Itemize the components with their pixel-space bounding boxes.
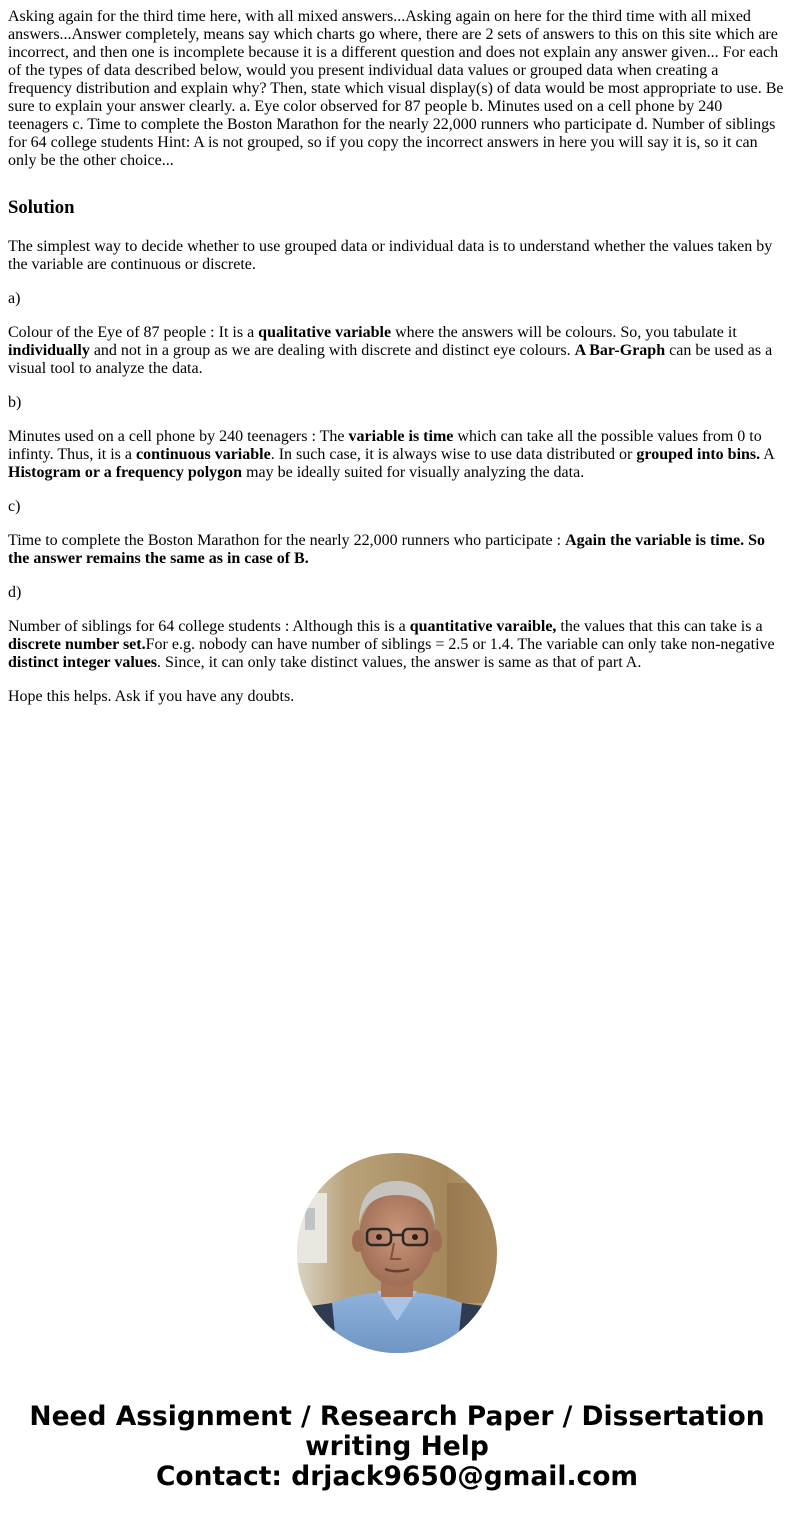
part-d-answer: [8, 618, 786, 672]
part-b-text-5: may be ideally suited for visually analyzing the data.: [242, 464, 585, 481]
contact-email-link[interactable]: drjack9650@gmail.com: [291, 1461, 639, 1492]
part-a-answer: [8, 324, 786, 378]
part-a-bold-1: qualitative variable: [258, 324, 392, 341]
part-b-text-1: Minutes used on a cell phone by 240 teenagers : The: [8, 428, 349, 445]
part-d-bold-3: distinct integer values: [8, 654, 158, 671]
part-b-label: b): [8, 394, 22, 411]
part-d-bold-2: discrete number set.: [8, 636, 146, 653]
promo-headline: Need Assignment / Research Paper / Dissertation writing Help: [29, 1401, 765, 1462]
part-a-label: a): [8, 290, 21, 307]
part-c-bold-1: Again the variable is time. So the answer remains the same as in case of B.: [8, 532, 766, 567]
part-b-text-2: which can take all the possible values from 0 to infinty. Thus, it is a: [8, 428, 762, 463]
promo-banner: [0, 1402, 794, 1492]
part-b-answer: [8, 428, 786, 482]
part-d-text-3: For e.g. nobody can have number of siblings = 2.5 or 1.4. The variable can only take non-negative: [145, 636, 775, 653]
part-d-text-1: Number of siblings for 64 college students : Although this is a: [8, 618, 410, 635]
part-d-text-4: . Since, it can only take distinct values, the answer is same as that of part A.: [157, 654, 642, 671]
part-a-bold-2: individually: [8, 342, 90, 359]
part-d-label: d): [8, 584, 22, 601]
closing-text: Hope this helps. Ask if you have any doubts.: [8, 688, 295, 705]
solution-intro: The simplest way to decide whether to use grouped data or individual data is to understand whether the values taken by the variable are continuous or discrete.: [8, 238, 773, 273]
part-b-text-4: A: [760, 446, 774, 463]
part-b-bold-3: grouped into bins.: [636, 446, 761, 463]
part-c-text-1: Time to complete the Boston Marathon for the nearly 22,000 runners who participate :: [8, 532, 566, 549]
part-b-bold-1: variable is time: [348, 428, 454, 445]
solution-heading: Solution: [8, 197, 75, 218]
part-a-text-1: Colour of the Eye of 87 people : It is a: [8, 324, 259, 341]
part-a-text-4: can be used as a visual tool to analyze the data.: [8, 342, 773, 377]
document-body: [8, 8, 786, 722]
promo-contact-prefix: Contact:: [155, 1461, 292, 1492]
part-b-bold-4: Histogram or a frequency polygon: [8, 464, 243, 481]
tutor-avatar: [297, 1153, 497, 1353]
part-d-bold-1: quantitative varaible,: [409, 618, 557, 635]
part-a-bold-3: A Bar-Graph: [574, 342, 666, 359]
part-b-text-3: . In such case, it is always wise to use data distributed or: [270, 446, 637, 463]
part-a-text-2: where the answers will be colours. So, you tabulate it: [391, 324, 737, 341]
part-c-label: c): [8, 498, 21, 515]
part-d-text-2: the values that this can take is a: [556, 618, 763, 635]
tutor-portrait-icon: [297, 1153, 497, 1353]
part-c-answer: [8, 532, 786, 568]
question-text: Asking again for the third time here, with all mixed answers...Asking again on here for the third time with all mixed answers...Answer completely, means say which charts go where, there are 2 sets of answers to this on this site which are incorrect, and then one is incomplete because it is a different question and does not explain any answer given... For each of the types of data described below, would you present individual data values or grouped data when creating a frequency distribution and explain why? Then, state which visual display(s) of data would be most appropriate to use. Be sure to explain your answer clearly. a. Eye color observed for 87 people b. Minutes used on a cell phone by 240 teenagers c. Time to complete the Boston Marathon for the nearly 22,000 runners who participate d. Number of siblings for 64 college students Hint: A is not grouped, so if you copy the incorrect answers in here you will say it is, so it can only be the other choice...: [8, 8, 784, 169]
part-b-bold-2: continuous variable: [136, 446, 271, 463]
part-a-text-3: and not in a group as we are dealing with discrete and distinct eye colours.: [89, 342, 575, 359]
promo-contact: [0, 1462, 794, 1492]
